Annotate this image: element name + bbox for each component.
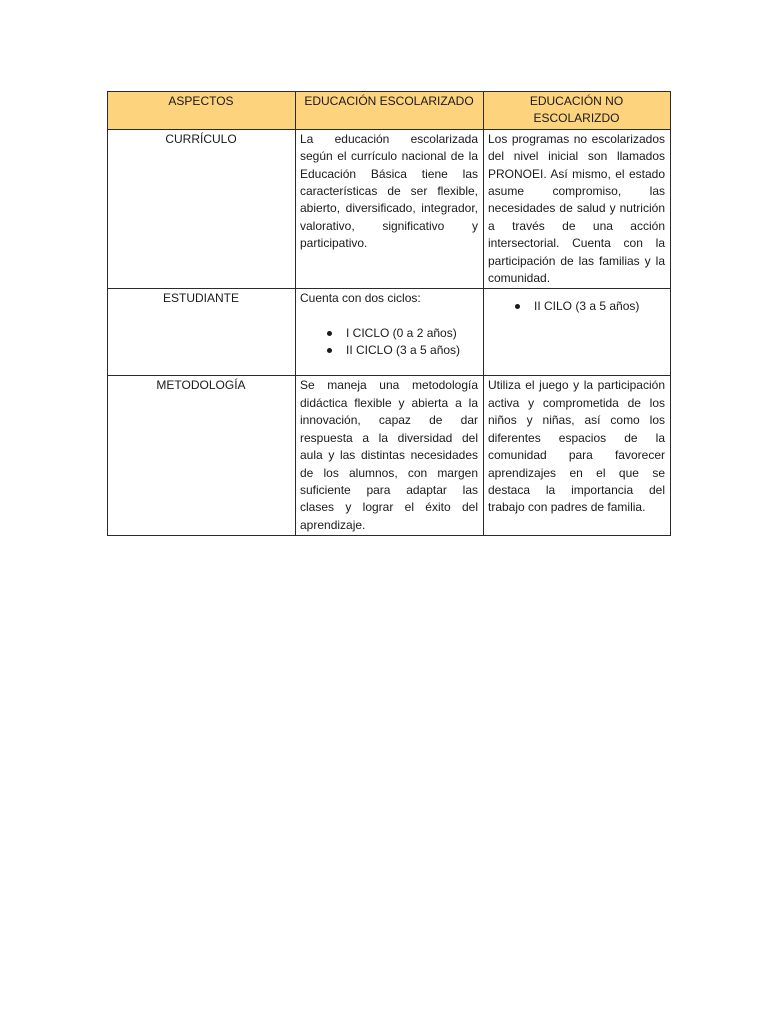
- table-row-metodologia: [108, 376, 671, 536]
- header-aspectos: ASPECTOS: [108, 92, 296, 130]
- no-escolarizado-cell-curriculo: Los programas no escolarizados del nivel inicial son llamados PRONOEI. Así mismo, el estado asume compromiso, las necesidades de salud y nutrición a través de una acción intersectorial. Cuenta con la participación de las familias y la comunidad.: [484, 129, 671, 289]
- escolarizado-cell-estudiante: [296, 289, 484, 376]
- comparison-table: [107, 91, 671, 536]
- table-row-estudiante: [108, 289, 671, 376]
- aspect-cell-curriculo: CURRÍCULO: [108, 129, 296, 289]
- aspect-cell-metodologia: METODOLOGÍA: [108, 376, 296, 536]
- escolarizado-cell-curriculo: La educación escolarizada según el currículo nacional de la Educación Básica tiene las características de ser flexible, abierto, diversificado, integrador, valorativo, significativo y participativo.: [296, 129, 484, 289]
- no-escolarizado-cell-metodologia: Utiliza el juego y la participación activa y comprometida de los niños y niñas, así como los diferentes espacios de la comunidad para favorecer aprendizajes en el que se destaca la importancia del trabajo con padres de familia.: [484, 376, 671, 536]
- table-row-curriculo: [108, 129, 671, 289]
- list-item: II CICLO (3 a 5 años): [300, 342, 478, 359]
- table-body: [108, 129, 671, 535]
- ciclos-list-no-escolarizado: [488, 298, 665, 315]
- table-header: [108, 92, 671, 130]
- list-item: II CILO (3 a 5 años): [488, 298, 665, 315]
- list-item: I CICLO (0 a 2 años): [300, 325, 478, 342]
- ciclos-intro: Cuenta con dos ciclos:: [300, 291, 421, 306]
- escolarizado-cell-metodologia: Se maneja una metodología didáctica flexible y abierta a la innovación, capaz de dar respuesta a la diversidad del aula y las distintas necesidades de los alumnos, con margen suficiente para adaptar las clases y lograr el éxito del aprendizaje.: [296, 376, 484, 536]
- aspect-cell-estudiante: ESTUDIANTE: [108, 289, 296, 376]
- header-educacion-no-escolarizado: EDUCACIÓN NO ESCOLARIZDO: [484, 92, 671, 130]
- header-row: [108, 92, 671, 130]
- no-escolarizado-cell-estudiante: [484, 289, 671, 376]
- ciclos-list: [300, 325, 478, 360]
- header-educacion-escolarizado: EDUCACIÓN ESCOLARIZADO: [296, 92, 484, 130]
